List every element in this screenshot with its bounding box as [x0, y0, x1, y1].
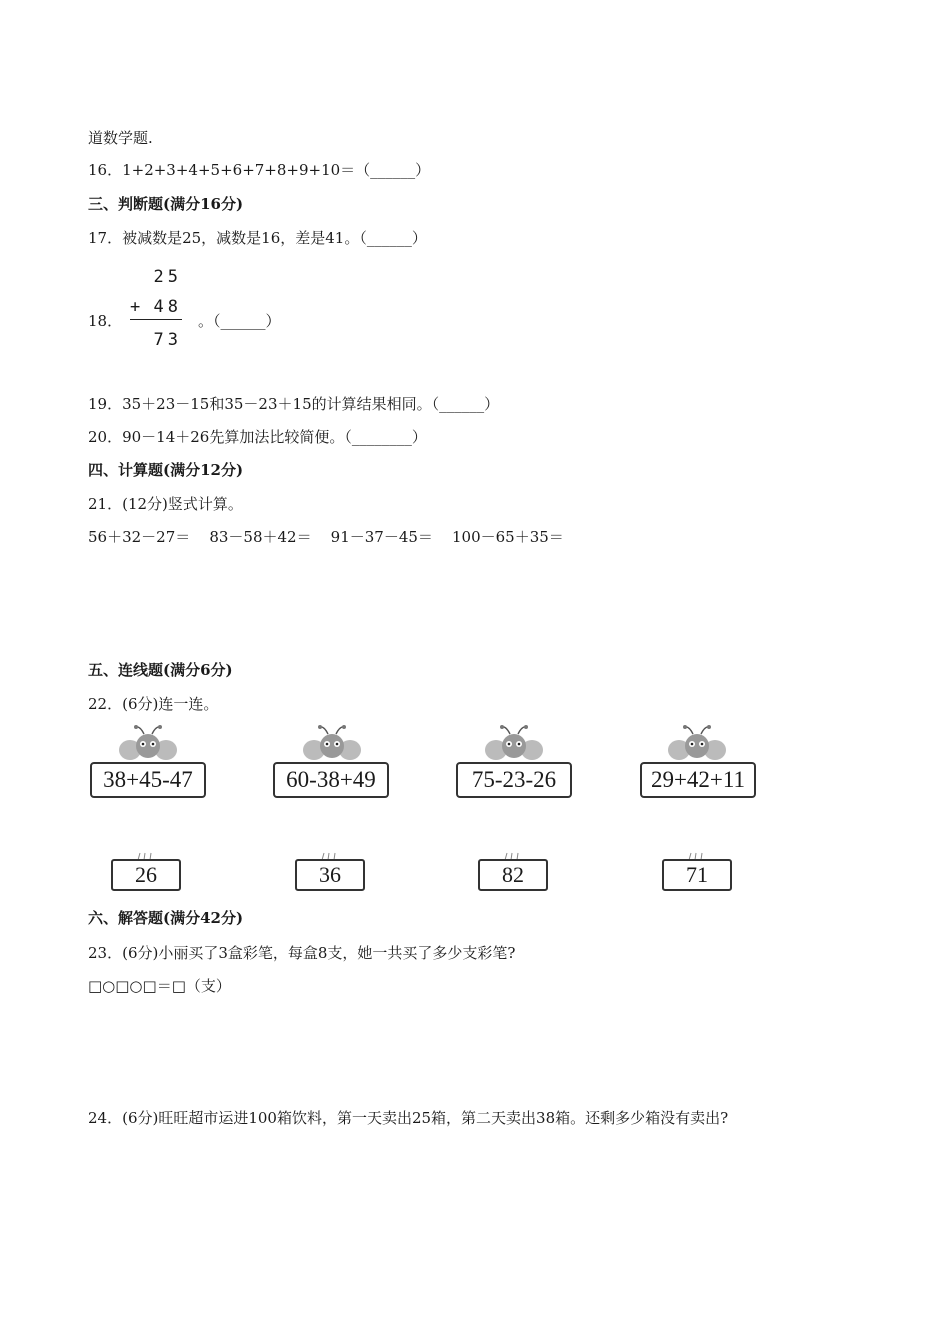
section-4-heading: 四、计算题(满分12分)	[88, 461, 244, 479]
bee-icon	[118, 724, 178, 764]
answer-card[interactable]: 36	[295, 859, 365, 891]
sum-line	[130, 319, 182, 320]
bee-icon	[302, 724, 362, 764]
section-6-heading: 六、解答题(满分42分)	[88, 909, 244, 927]
question-18-number: 18．	[88, 312, 123, 330]
sum-result: 73	[153, 330, 182, 350]
expression-card[interactable]: 29+42+11	[640, 762, 756, 798]
expression-card[interactable]: 75-23-26	[456, 762, 572, 798]
question-16: 16．1+2+3+4+5+6+7+8+9+10＝（______）	[88, 161, 431, 179]
section-5-heading: 五、连线题(满分6分)	[88, 661, 233, 679]
addend-second-value: 48	[153, 297, 182, 317]
continued-text: 道数学题.	[88, 129, 153, 147]
addend-second	[130, 292, 182, 322]
question-22: 22．(6分)连一连。	[88, 695, 219, 713]
plus-sign: +	[130, 297, 145, 317]
question-17: 17．被减数是25，减数是16，差是41。（______）	[88, 229, 427, 247]
section-3-heading: 三、判断题(满分16分)	[88, 195, 244, 213]
addend-top: 25	[153, 267, 182, 287]
bee-icon	[667, 724, 727, 764]
answer-card[interactable]: 26	[111, 859, 181, 891]
bee-icon	[484, 724, 544, 764]
expression-card[interactable]: 60-38+49	[273, 762, 389, 798]
question-23-formula: □○□○□＝□（支）	[88, 977, 231, 995]
answer-card[interactable]: 71	[662, 859, 732, 891]
question-18-tail: 。（______）	[198, 312, 281, 330]
question-21: 21．(12分)竖式计算。	[88, 495, 243, 513]
question-20: 20．90－14＋26先算加法比较简便。（________）	[88, 428, 427, 446]
expression-card[interactable]: 38+45-47	[90, 762, 206, 798]
answer-card[interactable]: 82	[478, 859, 548, 891]
question-21-expressions: 56＋32－27＝ 83－58＋42＝ 91－37－45＝ 100－65＋35＝	[88, 528, 564, 546]
question-24: 24．(6分)旺旺超市运进100箱饮料，第一天卖出25箱，第二天卖出38箱。还剩多少箱没有卖出?	[88, 1109, 729, 1127]
question-23: 23．(6分)小丽买了3盒彩笔，每盒8支，她一共买了多少支彩笔?	[88, 944, 516, 962]
question-19: 19．35＋23－15和35－23＋15的计算结果相同。（______）	[88, 395, 500, 413]
vertical-addition	[130, 262, 182, 355]
